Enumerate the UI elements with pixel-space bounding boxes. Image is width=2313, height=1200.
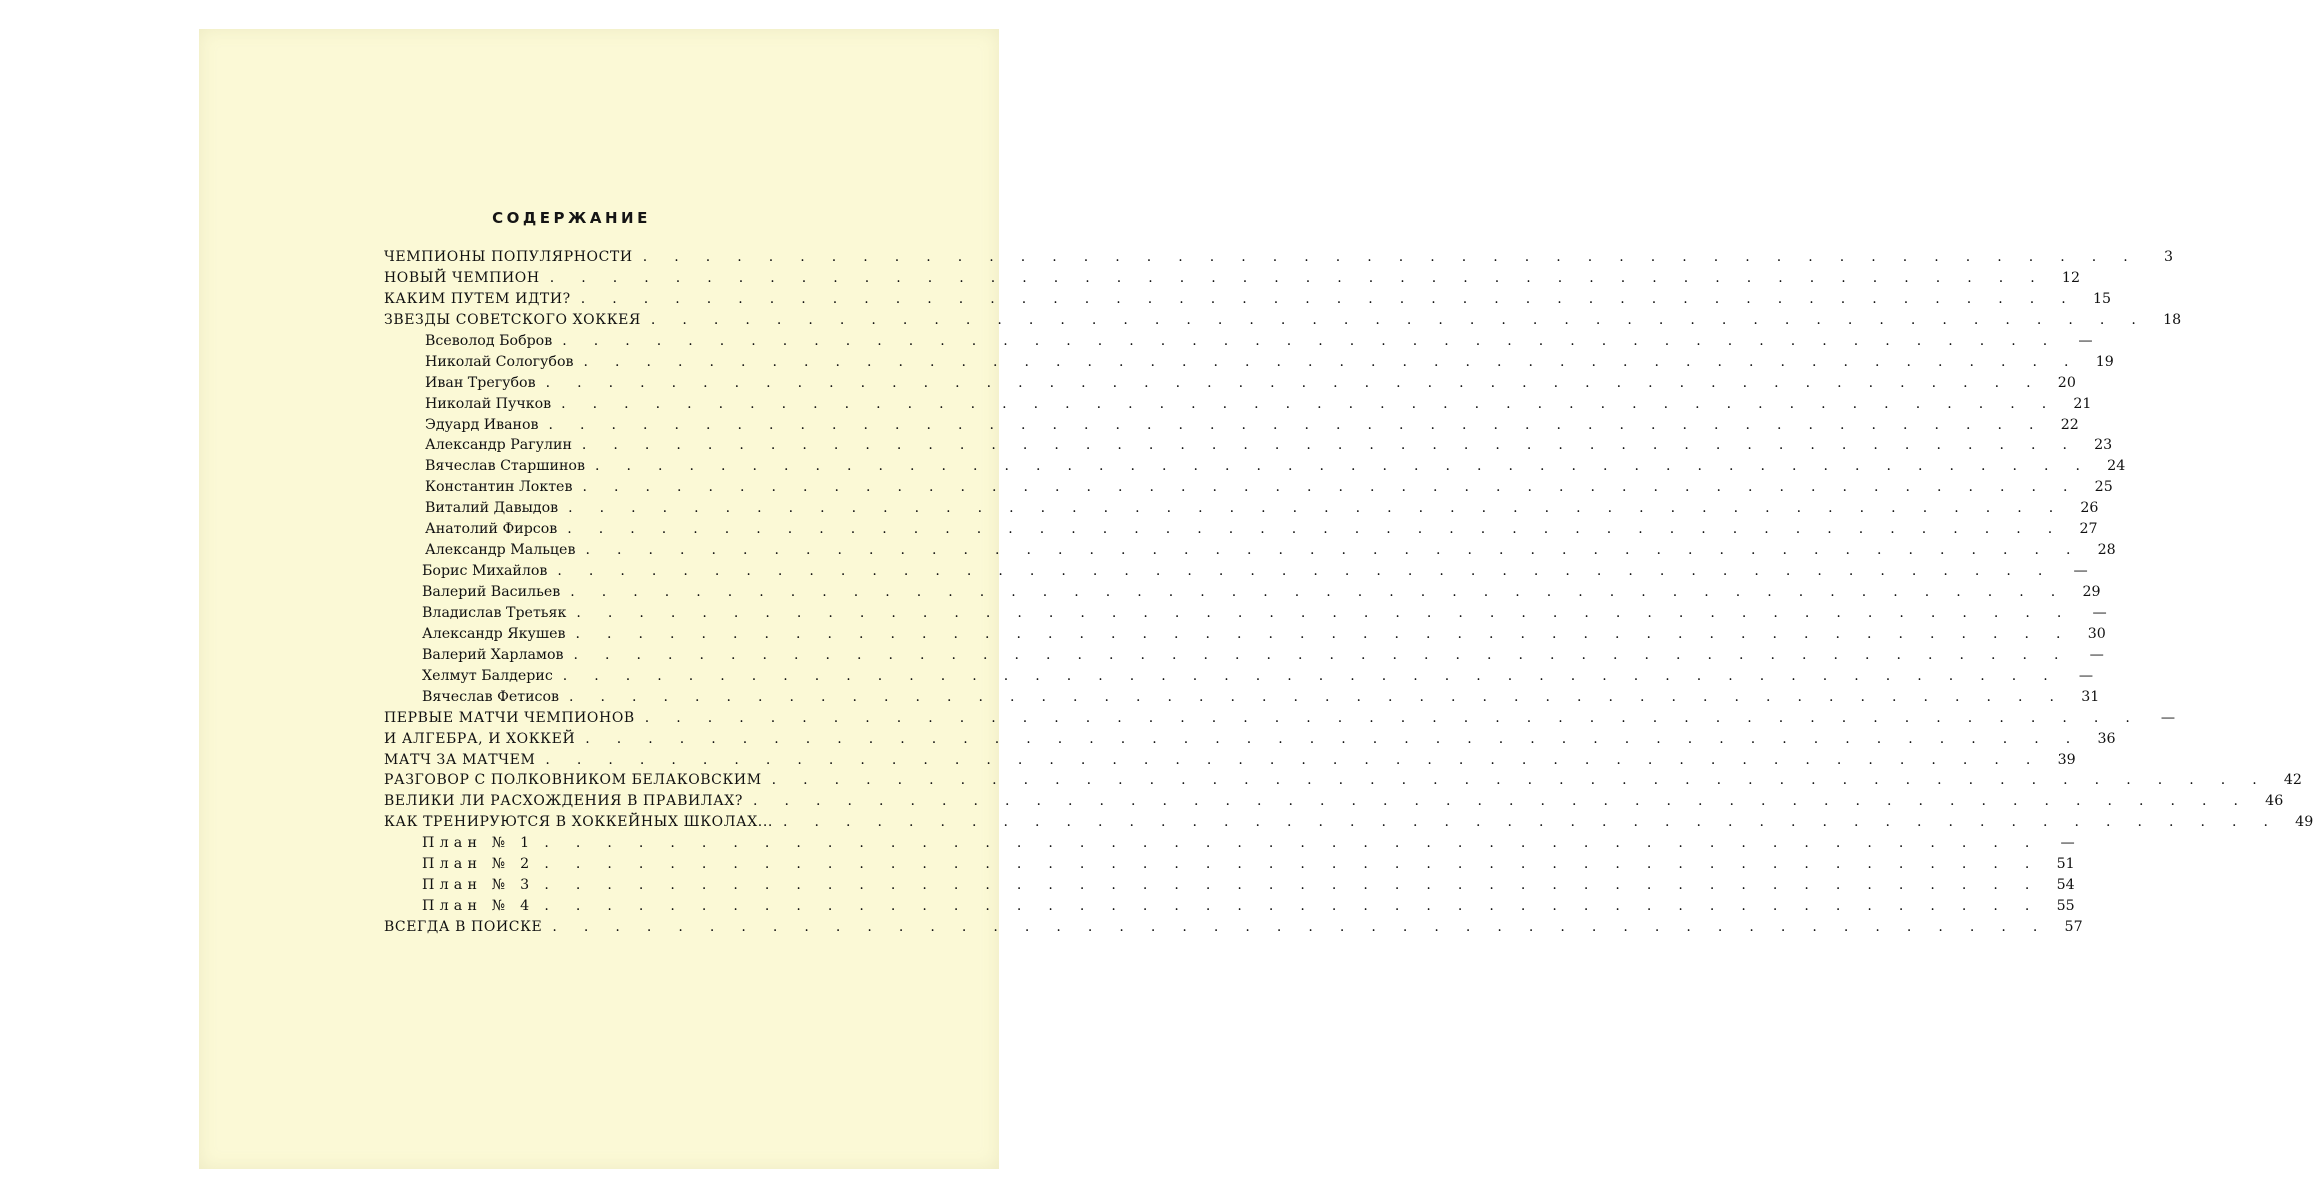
toc-page-number: 24 [2107,458,2126,475]
toc-entry-title: Виталий Давыдов [425,500,559,517]
toc-entry-title: Хелмут Балдерис [422,667,553,684]
toc-subentry [384,875,2075,896]
toc-page-number: 36 [2097,730,2116,747]
toc-entry-title: ВСЕГДА В ПОИСКЕ [384,919,543,935]
toc-entry [384,791,2284,812]
toc-entry-title: Анатолий Фирсов [425,521,558,538]
toc-subentry [384,687,2100,708]
toc-entry [384,812,2313,833]
toc-subentry [384,624,2106,645]
toc-page-number: 22 [2060,416,2079,433]
toc-subentry [384,519,2098,540]
dot-leader: . . . . . . . . . . . . . . . . . . . . . . . . . . . . . . . . . . . . . . . . . . . . . . . . [545,751,2042,768]
toc-entry [384,770,2302,791]
toc-page-number: 18 [2163,311,2182,328]
dot-leader: . . . . . . . . . . . . . . . . . . . . . . . . . . . . . . . . . . . . . . . . . . . . . . . . [782,814,2280,831]
toc-page-number: 23 [2094,437,2113,454]
toc-subentry [384,498,2099,519]
dot-leader: . . . . . . . . . . . . . . . . . . . . . . . . . . . . . . . . . . . . . . . . . . . . . . . . [575,625,2072,642]
toc-page-number: 21 [2073,395,2092,412]
dot-leader: . . . . . . . . . . . . . . . . . . . . . . . . . . . . . . . . . . . . . . . . . . . . . . . . [569,688,2066,705]
toc-page-number: 20 [2057,374,2076,391]
dot-leader: . . . . . . . . . . . . . . . . . . . . . . . . . . . . . . . . . . . . . . . . . . . . . . . . [562,332,2059,349]
dot-leader: . . . . . . . . . . . . . . . . . . . . . . . . . . . . . . . . . . . . . . . . . . . . . . . . [567,521,2064,538]
toc-entry-title: План № 4 [422,898,535,915]
toc-entry [384,729,2116,750]
dot-leader: . . . . . . . . . . . . . . . . . . . . . . . . . . . . . . . . . . . . . . . . . . . . . . . . [576,604,2073,621]
toc-entry-title: План № 3 [422,877,535,894]
dot-leader: . . . . . . . . . . . . . . . . . . . . . . . . . . . . . . . . . . . . . . . . . . . . . . . . [545,374,2042,391]
toc-page-number: 57 [2064,919,2083,935]
dot-leader: . . . . . . . . . . . . . . . . . . . . . . . . . . . . . . . . . . . . . . . . . . . . . . . . [548,416,2045,433]
toc-entry-title: МАТЧ ЗА МАТЧЕМ [384,751,536,768]
dot-leader: . . . . . . . . . . . . . . . . . . . . . . . . . . . . . . . . . . . . . . . . . . . . . . . . [594,458,2092,475]
toc-entry-title: Валерий Васильев [422,584,561,600]
toc-page-number: — [2092,604,2107,621]
toc-subentry [384,352,2114,373]
toc-subentry [384,540,2116,561]
toc-page-number: 19 [2095,353,2114,370]
toc-subentry [384,456,2126,477]
dot-leader: . . . . . . . . . . . . . . . . . . . . . . . . . . . . . . . . . . . . . . . . . . . . . . . . [644,709,2142,726]
toc-entry-title: КАК ТРЕНИРУЮТСЯ В ХОККЕЙНЫХ ШКОЛАХ... [384,814,773,831]
toc-entry-title: Владислав Третьяк [422,604,567,621]
toc-subentry [384,373,2076,394]
dot-leader: . . . . . . . . . . . . . . . . . . . . . . . . . . . . . . . . . . . . . . . . . . . . . . . . [650,311,2148,328]
dot-leader: . . . . . . . . . . . . . . . . . . . . . . . . . . . . . . . . . . . . . . . . . . . . . . . . [562,667,2060,684]
toc-entry-title: НОВЫЙ ЧЕМПИОН [384,269,540,286]
toc-page-number: 55 [2056,898,2075,915]
dot-leader: . . . . . . . . . . . . . . . . . . . . . . . . . . . . . . . . . . . . . . . . . . . . . . . . [580,290,2078,307]
toc-page-number: 49 [2295,814,2313,831]
toc-entry-title: Вячеслав Старшинов [425,458,585,475]
toc-subentry [384,394,2092,415]
toc-entry-title: РАЗГОВОР С ПОЛКОВНИКОМ БЕЛАКОВСКИМ [384,772,762,789]
toc-page-number: 12 [2061,269,2080,286]
toc-subentry [384,582,2101,603]
toc-page-number: 30 [2087,625,2106,642]
toc-subentry [384,331,2093,352]
toc-page-number: 54 [2056,877,2075,894]
dot-leader: . . . . . . . . . . . . . . . . . . . . . . . . . . . . . . . . . . . . . . . . . . . . . . . . [570,584,2067,600]
book-page [199,29,2313,1169]
toc-entry-title: Валерий Харламов [422,646,564,663]
toc-page-number: 28 [2097,542,2116,559]
toc-page-number: 51 [2056,856,2075,873]
toc-subentry [384,435,2113,456]
toc-subentry [384,477,2113,498]
toc-entry-title: И АЛГЕБРА, И ХОККЕЙ [384,730,576,747]
toc-subentry [384,666,2094,687]
toc-subentry [384,415,2079,436]
toc-entry-title: ПЕРВЫЕ МАТЧИ ЧЕМПИОНОВ [384,709,635,726]
toc-entry-title: ЗВЕЗДЫ СОВЕТСКОГО ХОККЕЯ [384,311,641,328]
dot-leader: . . . . . . . . . . . . . . . . . . . . . . . . . . . . . . . . . . . . . . . . . . . . . . . . [573,646,2070,663]
toc-entry-title: ЧЕМПИОНЫ ПОПУЛЯРНОСТИ [384,249,633,265]
toc-entry-title: План № 2 [422,856,535,873]
dot-leader: . . . . . . . . . . . . . . . . . . . . . . . . . . . . . . . . . . . . . . . . . . . . . . . . [557,563,2054,580]
toc-subentry [384,833,2075,854]
dot-leader: . . . . . . . . . . . . . . . . . . . . . . . . . . . . . . . . . . . . . . . . . . . . . . . . [544,898,2041,915]
toc-subentry [384,645,2104,666]
dot-leader: . . . . . . . . . . . . . . . . . . . . . . . . . . . . . . . . . . . . . . . . . . . . . . . . [581,437,2079,454]
toc-entry-title: Эдуард Иванов [425,416,539,433]
toc-entry-title: Всеволод Бобров [425,332,553,349]
contents-heading: СОДЕРЖАНИЕ [492,209,651,227]
dot-leader: . . . . . . . . . . . . . . . . . . . . . . . . . . . . . . . . . . . . . . . . . . . . . . . . [561,395,2058,412]
toc-page-number: 31 [2081,688,2100,705]
table-of-contents [384,247,2313,938]
toc-subentry [384,603,2107,624]
dot-leader: . . . . . . . . . . . . . . . . . . . . . . . . . . . . . . . . . . . . . . . . . . . . . . . . [544,856,2041,873]
toc-entry-title: КАКИМ ПУТЕМ ИДТИ? [384,290,571,307]
dot-leader: . . . . . . . . . . . . . . . . . . . . . . . . . . . . . . . . . . . . . . . . . . . . . . . . [585,542,2082,559]
toc-subentry [384,561,2088,582]
toc-page-number: — [2073,563,2088,580]
toc-entry [384,917,2083,938]
dot-leader: . . . . . . . . . . . . . . . . . . . . . . . . . . . . . . . . . . . . . . . . . . . . . . . . [585,730,2082,747]
toc-entry-title: Константин Локтев [425,479,573,496]
toc-page-number: 26 [2080,500,2099,517]
toc-entry [384,750,2076,771]
toc-entry [384,310,2182,331]
toc-entry-title: Николай Пучков [425,395,552,412]
toc-subentry [384,854,2075,875]
toc-entry [384,708,2176,729]
dot-leader: . . . . . . . . . . . . . . . . . . . . . . . . . . . . . . . . . . . . . . . . . . . . . . . . [642,249,2139,265]
dot-leader: . . . . . . . . . . . . . . . . . . . . . . . . . . . . . . . . . . . . . . . . . . . . . . . . [549,269,2046,286]
dot-leader: . . . . . . . . . . . . . . . . . . . . . . . . . . . . . . . . . . . . . . . . . . . . . . . . [752,793,2250,810]
toc-entry-title: Александр Якушев [422,625,566,642]
toc-entry-title: План № 1 [422,835,535,852]
toc-page-number: — [2060,835,2075,852]
dot-leader: . . . . . . . . . . . . . . . . . . . . . . . . . . . . . . . . . . . . . . . . . . . . . . . . [771,772,2268,789]
toc-entry-title: ВЕЛИКИ ЛИ РАСХОЖДЕНИЯ В ПРАВИЛАХ? [384,793,743,810]
toc-page-number: 27 [2079,521,2098,538]
toc-subentry [384,896,2075,917]
toc-entry-title: Иван Трегубов [425,374,536,391]
toc-entry-title: Александр Мальцев [425,542,576,559]
toc-page-number: 15 [2093,290,2112,307]
dot-leader: . . . . . . . . . . . . . . . . . . . . . . . . . . . . . . . . . . . . . . . . . . . . . . . . [552,919,2049,935]
toc-page-number: — [2078,332,2093,349]
dot-leader: . . . . . . . . . . . . . . . . . . . . . . . . . . . . . . . . . . . . . . . . . . . . . . . . [568,500,2065,517]
dot-leader: . . . . . . . . . . . . . . . . . . . . . . . . . . . . . . . . . . . . . . . . . . . . . . . . [582,479,2079,496]
toc-page-number: 3 [2163,249,2173,265]
toc-page-number: 39 [2057,751,2076,768]
toc-entry-title: Вячеслав Фетисов [422,688,560,705]
dot-leader: . . . . . . . . . . . . . . . . . . . . . . . . . . . . . . . . . . . . . . . . . . . . . . . . [544,835,2041,852]
toc-entry [384,247,2173,268]
dot-leader: . . . . . . . . . . . . . . . . . . . . . . . . . . . . . . . . . . . . . . . . . . . . . . . . [583,353,2080,370]
dot-leader: . . . . . . . . . . . . . . . . . . . . . . . . . . . . . . . . . . . . . . . . . . . . . . . . [544,877,2041,894]
toc-entry-title: Борис Михайлов [422,563,548,580]
toc-entry [384,289,2112,310]
toc-entry [384,268,2080,289]
toc-page-number: 25 [2094,479,2113,496]
toc-entry-title: Николай Сологубов [425,353,574,370]
toc-entry-title: Александр Рагулин [425,437,572,454]
toc-page-number: — [2078,667,2094,684]
toc-page-number: 46 [2265,793,2284,810]
toc-page-number: — [2089,646,2104,663]
toc-page-number: 42 [2283,772,2302,789]
toc-page-number: 29 [2082,584,2101,600]
toc-page-number: — [2160,709,2176,726]
